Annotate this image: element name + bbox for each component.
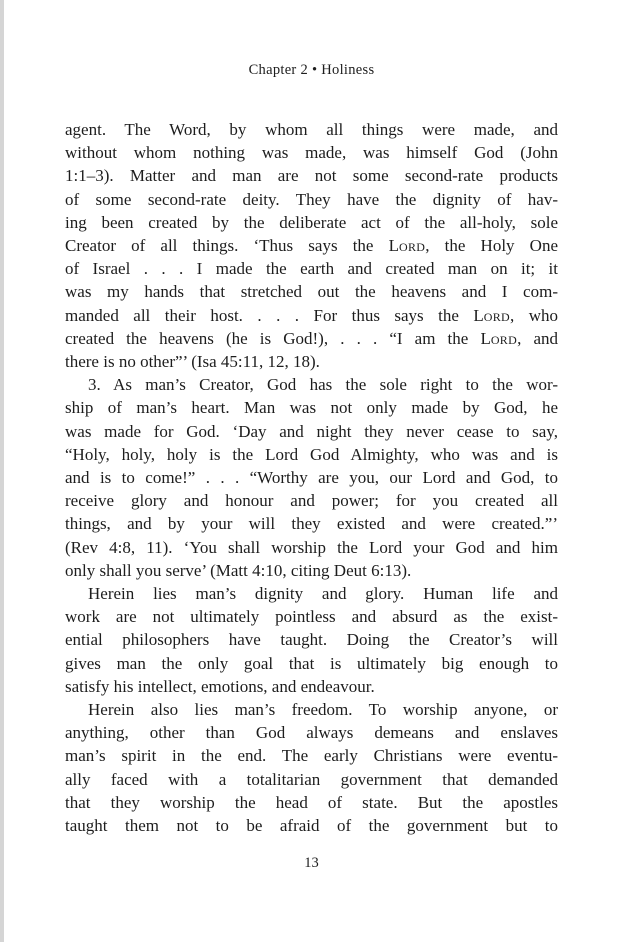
text-line: there is no other”’ (Isa 45:11, 12, 18).: [65, 352, 320, 372]
text-line: ship of man’s heart. Man was not only made by God, he: [65, 398, 558, 418]
text-line: 3. As man’s Creator, God has the sole right to the wor-: [88, 375, 558, 395]
small-caps-lord: ord: [399, 236, 426, 256]
text-line: manded all their host. . . . For thus says the Lord, who: [65, 305, 558, 325]
text-line: agent. The Word, by whom all things were made, and: [65, 120, 558, 139]
text-line: anything, other than God always demeans and enslaves: [65, 723, 558, 743]
text-line: (Rev 4:8, 11). ‘You shall worship the Lord your God and him: [65, 537, 558, 557]
text-line: ing been created by the deliberate act of the all-holy, sole: [65, 212, 558, 232]
text-line: of Israel . . . I made the earth and created man on it; it: [65, 259, 558, 279]
text-line: “Holy, holy, holy is the Lord God Almighty, who was and is: [65, 444, 558, 464]
text-line: was my hands that stretched out the heavens and I com-: [65, 282, 558, 302]
text-line: 1:1–3). Matter and man are not some second-rate products: [65, 166, 558, 186]
text-line: was made for God. ‘Day and night they never cease to say,: [65, 421, 558, 441]
text-line: ential philosophers have taught. Doing the Creator’s will: [65, 630, 558, 650]
body-text: [65, 118, 558, 837]
text-line: created the heavens (he is God!), . . . “I am the Lord, and: [65, 328, 558, 348]
text-line: Herein lies man’s dignity and glory. Human life and: [88, 584, 558, 604]
text-line: that they worship the head of state. But the apostles: [65, 792, 558, 812]
page-edge-shadow: [0, 0, 4, 942]
paragraph: [65, 582, 558, 698]
running-header: Chapter 2 • Holiness: [248, 62, 375, 78]
text-line: taught them not to be afraid of the government but to: [65, 816, 558, 836]
paragraph: [65, 698, 558, 837]
text-line: work are not ultimately pointless and absurd as the exist-: [65, 607, 558, 627]
paragraph: [65, 373, 558, 582]
small-caps-lord: ord: [490, 328, 518, 348]
text-line: gives man the only goal that is ultimately big enough to: [65, 653, 558, 673]
page-number: 13: [304, 855, 319, 871]
text-line: ally faced with a totalitarian government that demanded: [65, 769, 558, 789]
text-line: only shall you serve’ (Matt 4:10, citing Deut 6:13).: [65, 560, 412, 580]
text-line: of some second-rate deity. They have the dignity of hav-: [65, 189, 558, 209]
small-caps-lord: ord: [483, 305, 510, 325]
text-line: satisfy his intellect, emotions, and endeavour.: [65, 676, 375, 696]
text-line: without whom nothing was made, was himself God (John: [65, 143, 558, 163]
text-line: Creator of all things. ‘Thus says the Lord, the Holy One: [65, 236, 558, 256]
text-line: things, and by your will they existed and were created.”’: [65, 514, 558, 534]
text-line: and is to come!” . . . “Worthy are you, our Lord and God, to: [65, 468, 558, 488]
text-line: man’s spirit in the end. The early Christians were eventu-: [65, 746, 558, 766]
text-line: Herein also lies man’s freedom. To worship anyone, or: [88, 700, 558, 720]
paragraph: [65, 118, 558, 373]
text-line: receive glory and honour and power; for you created all: [65, 491, 558, 511]
